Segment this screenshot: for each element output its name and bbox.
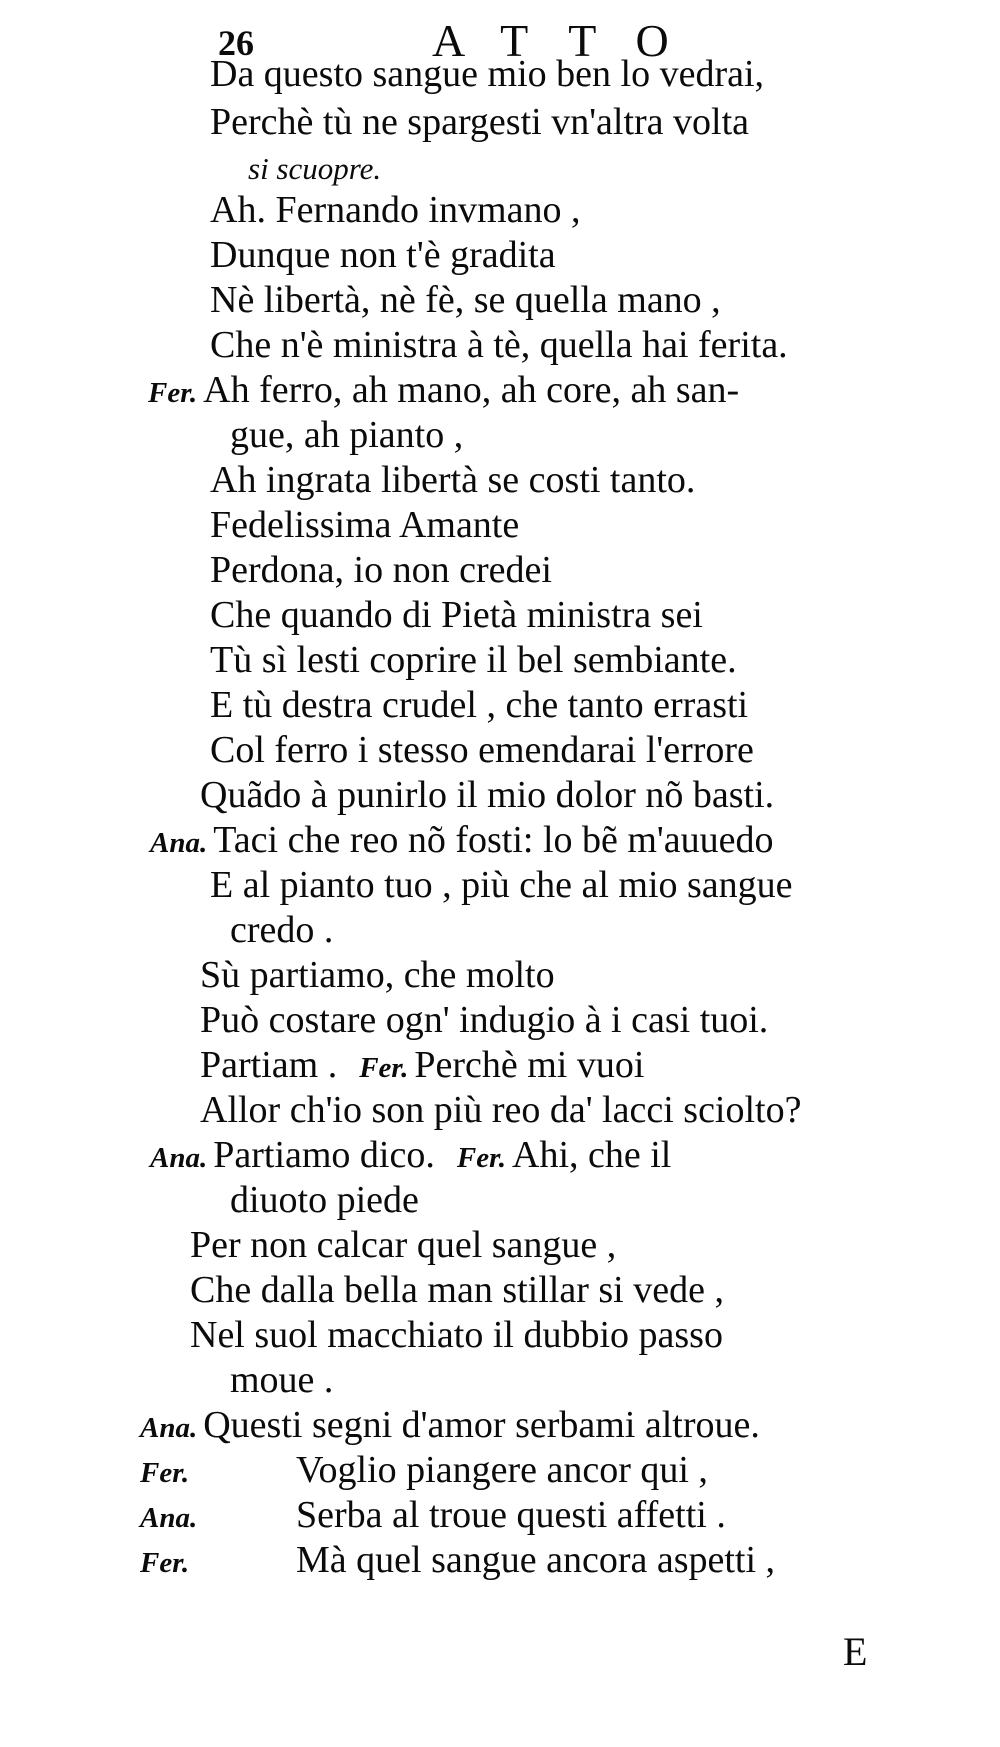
line-text: Ah ingrata libertà se costi tanto. xyxy=(210,459,696,501)
speaker-tag: Ana. xyxy=(150,1142,208,1174)
line-text: Può costare ogn' indugio à i casi tuoi. xyxy=(200,999,769,1041)
line-text: Perdona, io non credei xyxy=(210,549,552,591)
verse-line xyxy=(200,773,774,817)
verse-line xyxy=(230,1358,333,1402)
line-text: diuoto piede xyxy=(230,1179,419,1221)
line-text: Voglio piangere ancor qui , xyxy=(296,1449,708,1491)
speaker-tag: Ana. xyxy=(150,827,208,859)
line-text: Dunque non t'è gradita xyxy=(210,234,556,276)
line-text: gue, ah pianto , xyxy=(230,414,464,456)
speaker-tag: Ana. xyxy=(140,1412,198,1444)
verse-line xyxy=(200,1088,801,1132)
line-text: Taci che reo nõ fosti: lo bẽ m'auuedo xyxy=(213,819,774,861)
line-text: Che quando di Pietà ministra sei xyxy=(210,594,703,636)
line-text: Che dalla bella man stillar si vede , xyxy=(190,1269,724,1311)
line-text: Quãdo à punirlo il mio dolor nõ basti. xyxy=(200,774,775,816)
verse-line xyxy=(140,1538,775,1585)
line-text: Col ferro i stesso emendarai l'errore xyxy=(210,729,754,771)
line-text: credo . xyxy=(230,909,334,951)
line-text: Allor ch'io son più reo da' lacci sciolto? xyxy=(200,1089,802,1131)
line-text: Mà quel sangue ancora aspetti , xyxy=(296,1539,776,1581)
verse-line xyxy=(200,1043,644,1090)
running-title: ATTO xyxy=(432,15,709,66)
verse-line xyxy=(210,503,519,547)
verse-line xyxy=(210,52,764,96)
verse-line xyxy=(190,1268,724,1312)
line-text: Nè libertà, nè fè, se quella mano , xyxy=(210,279,721,321)
verse-line xyxy=(210,638,737,682)
line-text: Tù sì lesti coprire il bel sembiante. xyxy=(210,639,737,681)
line-text: Serba al troue questi affetti . xyxy=(296,1494,726,1536)
verse-line xyxy=(140,1493,726,1540)
verse-line xyxy=(190,1313,723,1357)
verse-line xyxy=(210,233,556,277)
line-text: Sù partiamo, che molto xyxy=(200,954,555,996)
speaker-tag: Fer. xyxy=(140,1457,190,1489)
verse-line xyxy=(150,1133,671,1180)
verse-line xyxy=(210,188,580,232)
line-text: Perchè mi vuoi xyxy=(414,1044,645,1086)
verse-line xyxy=(200,998,768,1042)
line-text: moue . xyxy=(230,1359,334,1401)
verse-line xyxy=(150,818,774,865)
line-text: Ah ferro, ah mano, ah core, ah san- xyxy=(203,369,740,411)
speaker-tag: Fer. xyxy=(456,1142,507,1174)
verse-line xyxy=(230,1178,419,1222)
verse-line xyxy=(210,593,703,637)
line-text: Ahi, che il xyxy=(512,1134,672,1176)
speaker-tag: Ana. xyxy=(140,1502,198,1534)
verse-line xyxy=(210,728,754,772)
line-text: E tù destra crudel , che tanto errasti xyxy=(210,684,749,726)
line-text: Perchè tù ne spargesti vn'altra volta xyxy=(210,101,750,143)
page-number: 26 xyxy=(218,23,254,63)
line-text: Ah. Fernando invmano , xyxy=(210,189,581,231)
line-text: Nel suol macchiato il dubbio passo xyxy=(190,1314,723,1356)
line-text: E al pianto tuo , più che al mio sangue xyxy=(210,864,793,906)
verse-line xyxy=(190,1223,616,1267)
line-text: si scuopre. xyxy=(248,151,382,186)
line-text: Questi segni d'amor serbami altroue. xyxy=(203,1404,760,1446)
verse-line xyxy=(210,863,793,907)
verse-line xyxy=(148,368,739,415)
line-text: Per non calcar quel sangue , xyxy=(190,1224,617,1266)
line-text: Fedelissima Amante xyxy=(210,504,520,546)
line-text: Partiam . xyxy=(200,1044,338,1086)
catchword: E xyxy=(843,1629,868,1674)
verse-line xyxy=(210,323,788,367)
verse-line xyxy=(210,458,695,502)
line-text: Da questo sangue mio ben lo vedrai, xyxy=(210,53,765,95)
line-text: Che n'è ministra à tè, quella hai ferita. xyxy=(210,324,788,366)
verse-line xyxy=(210,100,749,144)
verse-line xyxy=(140,1403,760,1450)
speaker-tag: Fer. xyxy=(148,377,198,409)
verse-line xyxy=(210,548,552,592)
verse-line xyxy=(200,953,555,997)
speaker-tag: Fer. xyxy=(359,1052,409,1084)
speaker-tag: Fer. xyxy=(140,1547,190,1579)
verse-line xyxy=(210,683,748,727)
verse-line xyxy=(230,908,333,952)
verse-line xyxy=(140,1448,708,1495)
verse-line xyxy=(230,413,463,457)
verse-line xyxy=(248,145,381,191)
verse-line xyxy=(210,278,721,322)
line-text: Partiamo dico. xyxy=(213,1134,435,1176)
